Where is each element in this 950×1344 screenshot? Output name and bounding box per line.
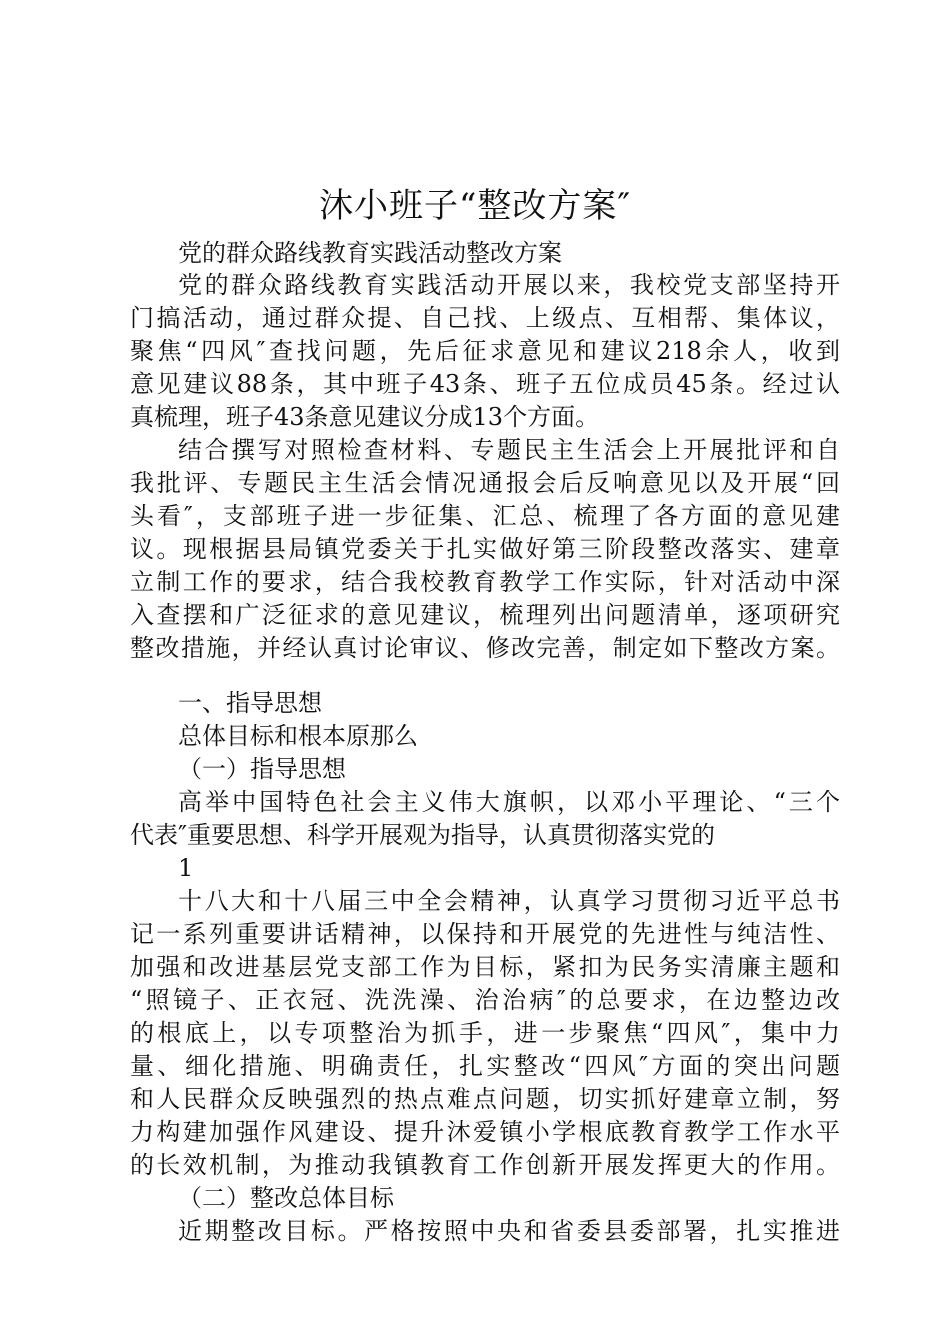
paragraph-line: 近期整改目标。严格按照中央和省委县委部署，扎实推进 <box>178 1217 840 1245</box>
paragraph-line: 的长效机制，为推动我镇教育工作创新开展发挥更大的作用。 <box>130 1151 840 1179</box>
section-subheading: 总体目标和根本原那么 <box>178 722 418 750</box>
paragraph-line: 力构建加强作风建设、提升沐爱镇小学根底教育教学工作水平 <box>130 1118 840 1146</box>
paragraph-line: 十八大和十八届三中全会精神，认真学习贯彻习近平总书 <box>178 887 840 915</box>
paragraph-line: 结合撰写对照检查材料、专题民主生活会上开展批评和自 <box>178 436 840 464</box>
paragraph-line: 加强和改进基层党支部工作为目标，紧扣为民务实清廉主题和 <box>130 953 840 981</box>
section-heading: 一、指导思想 <box>178 689 322 717</box>
paragraph-line: 整改措施，并经认真讨论审议、修改完善，制定如下整改方案。 <box>130 634 840 662</box>
paragraph-line: 头看″，支部班子进一步征集、汇总、梳理了各方面的意见建 <box>130 502 840 530</box>
paragraph-line: 高举中国特色社会主义伟大旗帜，以邓小平理论、“三个 <box>178 788 840 816</box>
document-subtitle: 党的群众路线教育实践活动整改方案 <box>178 239 562 267</box>
paragraph-line: 聚焦“四风″查找问题，先后征求意见和建议218余人，收到 <box>130 337 840 365</box>
paragraph-line: 代表″重要思想、科学开展观为指导，认真贯彻落实党的 <box>130 821 715 849</box>
paragraph-line: 意见建议88条，其中班子43条、班子五位成员45条。经过认 <box>130 370 840 398</box>
page-number: 1 <box>178 854 194 882</box>
paragraph-line: 我批评、专题民主生活会情况通报会后反响意见以及开展“回 <box>130 469 840 497</box>
paragraph-line: 入查摆和广泛征求的意见建议，梳理列出问题清单，逐项研究 <box>130 601 840 629</box>
paragraph-line: 的根底上，以专项整治为抓手，进一步聚焦“四风″，集中力 <box>130 1019 840 1047</box>
document-title: 沐小班子“整改方案″ <box>318 186 632 226</box>
paragraph-line: 和人民群众反映强烈的热点难点问题，切实抓好建章立制，努 <box>130 1085 840 1113</box>
paragraph-line: “照镜子、正衣冠、洗洗澡、治治病″的总要求，在边整边改 <box>130 986 840 1014</box>
subsection-heading: （一）指导思想 <box>178 755 346 783</box>
subsection-heading: （二）整改总体目标 <box>178 1184 394 1212</box>
paragraph-line: 立制工作的要求，结合我校教育教学工作实际，针对活动中深 <box>130 568 840 596</box>
paragraph-line: 议。现根据县局镇党委关于扎实做好第三阶段整改落实、建章 <box>130 535 840 563</box>
paragraph-line: 门搞活动，通过群众提、自己找、上级点、互相帮、集体议， <box>130 304 840 332</box>
paragraph-line: 记一系列重要讲话精神，以保持和开展党的先进性与纯洁性、 <box>130 920 840 948</box>
paragraph-line: 党的群众路线教育实践活动开展以来，我校党支部坚持开 <box>178 271 840 299</box>
paragraph-line: 真梳理，班子43条意见建议分成13个方面。 <box>130 403 600 431</box>
paragraph-line: 量、细化措施、明确责任，扎实整改“四风″方面的突出问题 <box>130 1052 840 1080</box>
